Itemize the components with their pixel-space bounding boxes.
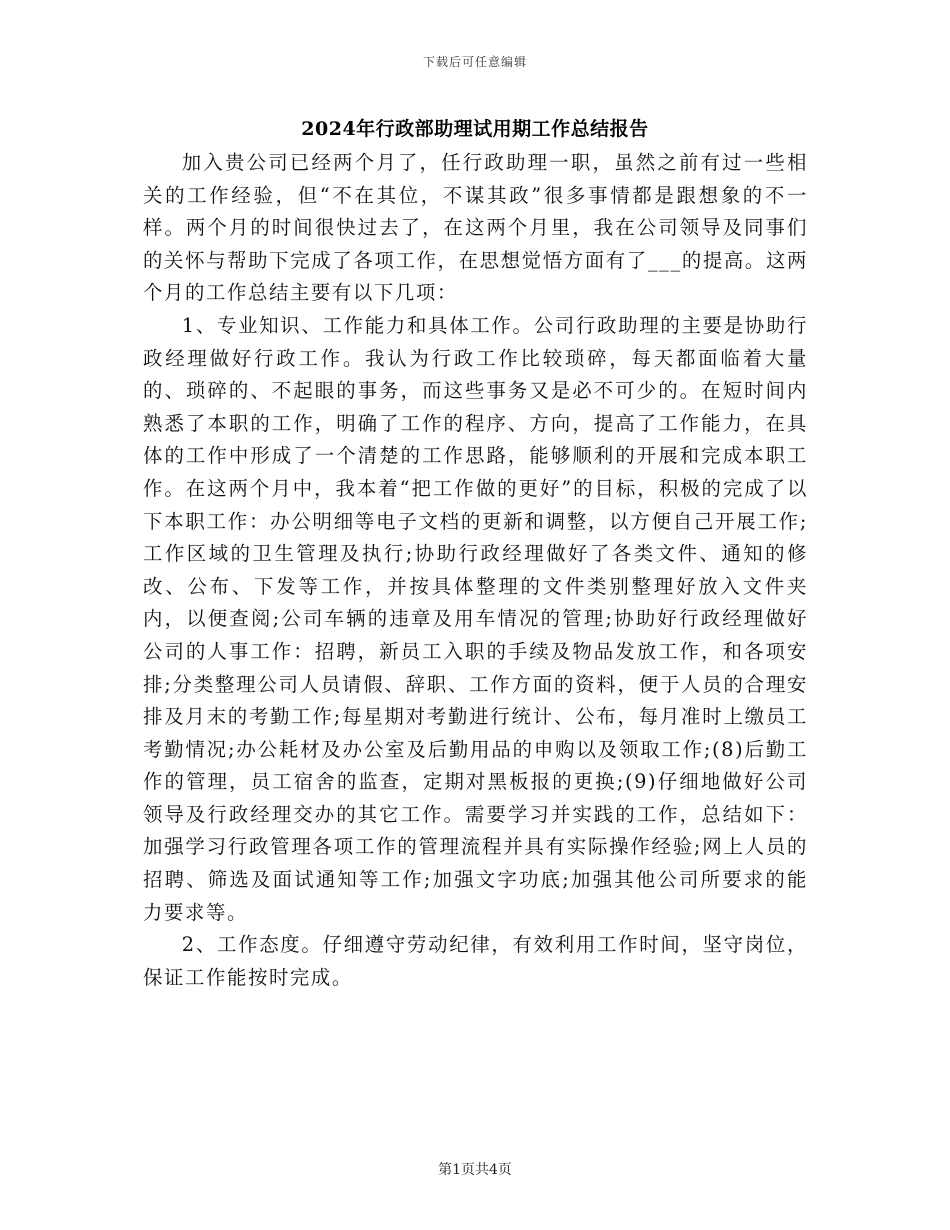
document-body	[143, 147, 808, 994]
page-indicator: 第1页共4页	[438, 1162, 512, 1178]
paragraph-intro: 加入贵公司已经两个月了，任行政助理一职，虽然之前有过一些相关的工作经验，但“不在其位，不谋其政”很多事情都是跟想象的不一样。两个月的时间很快过去了，在这两个月里，我在公司领导及同事们的关怀与帮助下完成了各项工作，在思想觉悟方面有了___的提高。这两个月的工作总结主要有以下几项：	[143, 151, 808, 305]
paragraph-work-attitude: 2、工作态度。仔细遵守劳动纪律，有效利用工作时间，坚守岗位，保证工作能按时完成。	[143, 933, 808, 989]
paragraph-professional-knowledge: 1、专业知识、工作能力和具体工作。公司行政助理的主要是协助行政经理做好行政工作。我认为行政工作比较琐碎，每天都面临着大量的、琐碎的、不起眼的事务，而这些事务又是必不可少的。在短时间内熟悉了本职的工作，明确了工作的程序、方向，提高了工作能力，在具体的工作中形成了一个清楚的工作思路，能够顺利的开展和完成本职工作。在这两个月中，我本着“把工作做的更好”的目标，积极的完成了以下本职工作：办公明细等电子文档的更新和调整，以方便自己开展工作;工作区域的卫生管理及执行;协助行政经理做好了各类文件、通知的修改、公布、下发等工作，并按具体整理的文件类别整理好放入文件夹内，以便查阅;公司车辆的违章及用车情况的管理;协助好行政经理做好公司的人事工作：招聘，新员工入职的手续及物品发放工作，和各项安排;分类整理公司人员请假、辞职、工作方面的资料，便于人员的合理安排及月末的考勤工作;每星期对考勤进行统计、公布，每月准时上缴员工考勤情况;办公耗材及办公室及后勤用品的申购以及领取工作;(8)后勤工作的管理，员工宿舍的监查，定期对黑板报的更换;(9)仔细地做好公司领导及行政经理交办的其它工作。需要学习并实践的工作，总结如下：加强学习行政管理各项工作的管理流程并具有实际操作经验;网上人员的招聘、筛选及面试通知等工作;加强文字功底;加强其他公司所要求的能力要求等。	[143, 313, 808, 924]
header-note: 下载后可任意编辑	[422, 55, 527, 69]
document-title: 2024年行政部助理试用期工作总结报告	[301, 118, 649, 140]
